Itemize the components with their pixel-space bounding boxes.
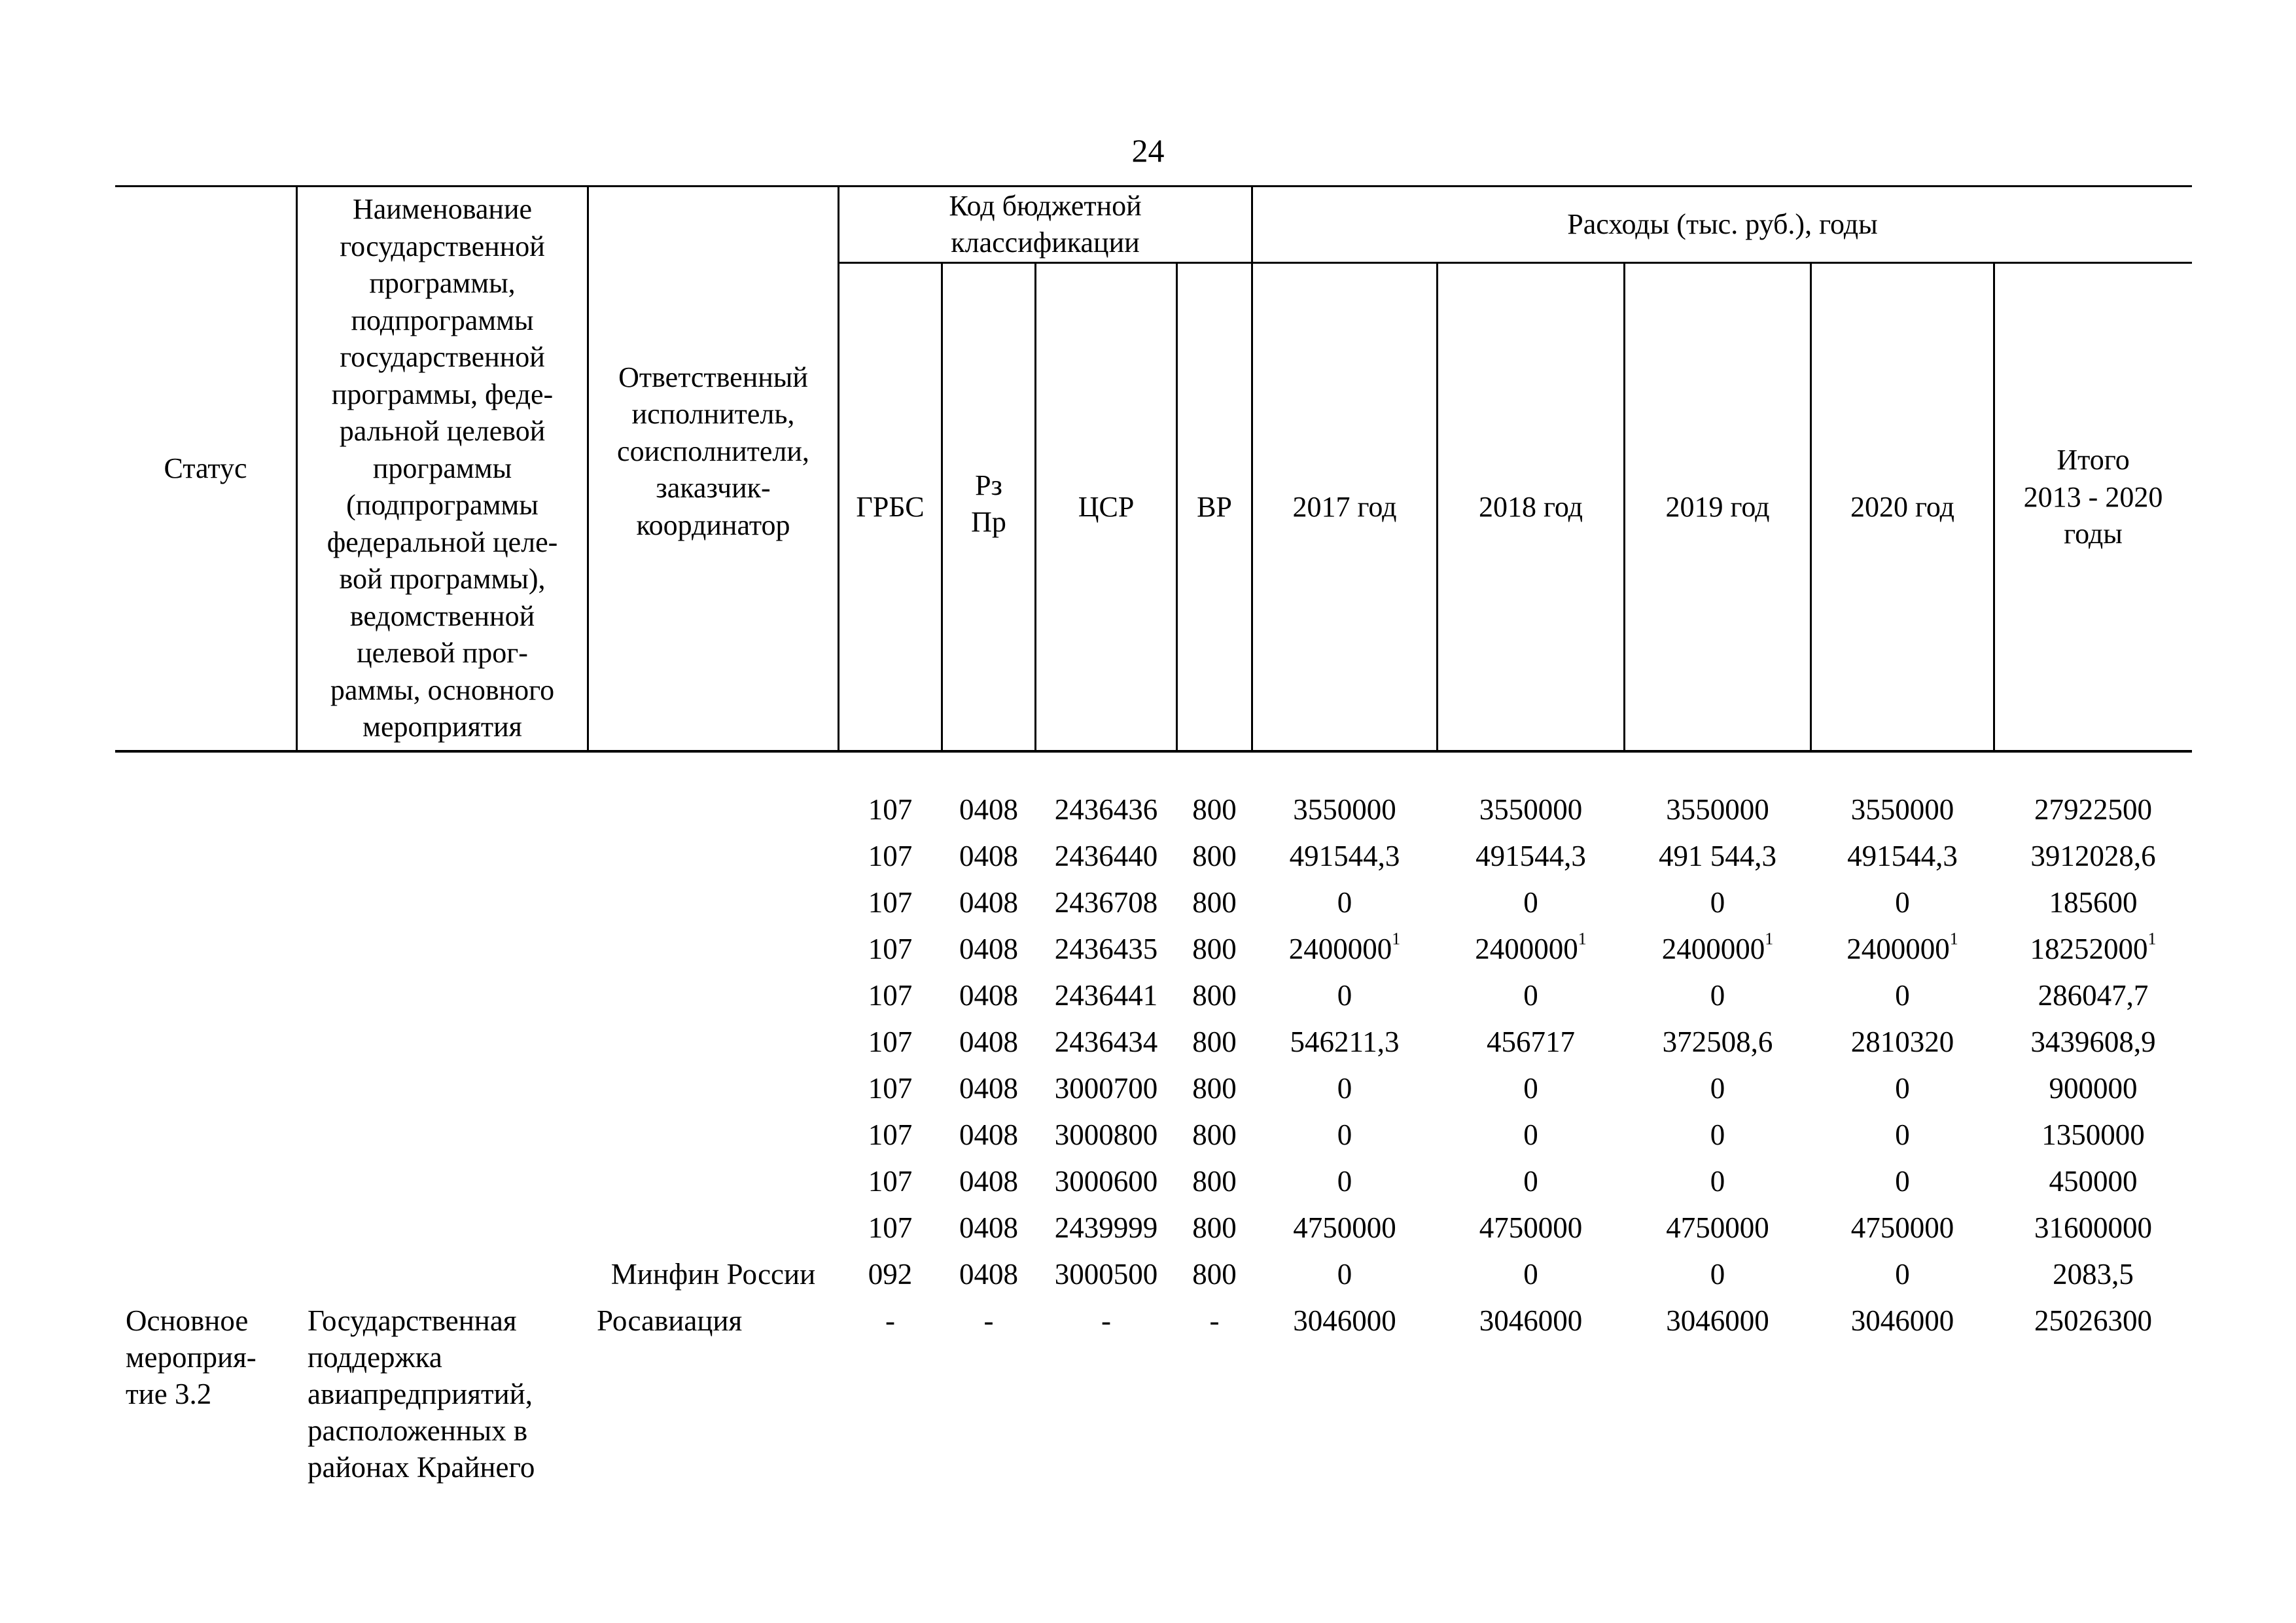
header-grbs: ГРБС <box>856 490 925 523</box>
total-cell: 286047,7 <box>2038 979 2149 1012</box>
header-2019: 2019 год <box>1665 490 1770 523</box>
header-status: Статус <box>164 452 247 484</box>
csr-cell: 2436436 <box>1054 793 1158 826</box>
y2017-cell: 2400000$^1$ <box>1288 929 1401 965</box>
grbs-cell: 107 <box>868 1026 913 1058</box>
csr-cell: 2436708 <box>1054 886 1158 919</box>
executor-cell <box>589 1112 838 1158</box>
y2018-cell: 2400000$^1$ <box>1475 929 1587 965</box>
y2017-cell: 0 <box>1337 1118 1352 1151</box>
rzpr-cell: 0408 <box>959 1258 1018 1291</box>
table-row <box>0 1112 2296 1158</box>
rzpr-cell: 0408 <box>959 840 1018 872</box>
vr-cell: 800 <box>1192 979 1237 1012</box>
table-row <box>0 880 2296 926</box>
total-cell: 27922500 <box>2034 793 2152 826</box>
y2019-cell: 491 544,3 <box>1659 840 1776 872</box>
header-2018: 2018 год <box>1478 490 1583 523</box>
header-rzpr: Рз Пр <box>971 469 1006 538</box>
y2017-cell: 0 <box>1337 886 1352 919</box>
executor-cell <box>589 1019 838 1065</box>
executor-cell <box>589 1065 838 1112</box>
executor-cell <box>589 880 838 926</box>
y2018-cell: 0 <box>1523 1118 1538 1151</box>
csr-cell: 2436434 <box>1054 1026 1158 1058</box>
vr-cell: 800 <box>1192 793 1237 826</box>
rzpr-cell: 0408 <box>959 886 1018 919</box>
header-2020: 2020 год <box>1850 490 1955 523</box>
csr-cell: 2439999 <box>1054 1211 1158 1244</box>
grbs-cell: 107 <box>868 1072 913 1105</box>
csr-cell: - <box>1101 1304 1111 1337</box>
y2020-cell: 0 <box>1895 1072 1910 1105</box>
y2018-cell: 3550000 <box>1479 793 1583 826</box>
main-event-status: Основное мероприя- тие 3.2 <box>126 1304 256 1410</box>
y2017-cell: 0 <box>1337 979 1352 1012</box>
y2020-cell: 0 <box>1895 1258 1910 1291</box>
executor-cell <box>589 833 838 880</box>
grbs-cell: 107 <box>868 979 913 1012</box>
y2018-cell: 4750000 <box>1479 1211 1583 1244</box>
y2018-cell: 0 <box>1523 979 1538 1012</box>
table-row <box>0 1065 2296 1112</box>
vr-cell: 800 <box>1192 1258 1237 1291</box>
main-event-executor: Росавиация <box>597 1304 743 1337</box>
table-row <box>0 1251 2296 1298</box>
y2019-cell: 2400000$^1$ <box>1661 929 1774 965</box>
y2017-cell: 546211,3 <box>1290 1026 1400 1058</box>
rzpr-cell: 0408 <box>959 1165 1018 1198</box>
table-row <box>0 1019 2296 1065</box>
y2018-cell: 491544,3 <box>1475 840 1586 872</box>
vr-cell: 800 <box>1192 886 1237 919</box>
executor-cell <box>589 972 838 1019</box>
table-row <box>0 1158 2296 1205</box>
footnote-mark: 1 <box>2147 929 2157 948</box>
header-total: Итого 2013 - 2020 годы <box>2023 444 2163 550</box>
grbs-cell: 107 <box>868 886 913 919</box>
table-row <box>0 1205 2296 1251</box>
csr-cell: 3000600 <box>1054 1165 1158 1198</box>
header-program-name: Наименование государственной программы, подпрограммы государственной программы, феде- ральной целевой программы (подпрограммы федеральной целе- вой программы), ведомственной целевой прог- раммы, основного мероприятия <box>327 193 558 743</box>
footnote-mark: 1 <box>1765 929 1774 948</box>
y2020-cell: 4750000 <box>1850 1211 1954 1244</box>
y2017-cell: 0 <box>1337 1072 1352 1105</box>
y2020-cell: 491544,3 <box>1847 840 1958 872</box>
main-event-name: Государственная поддержка авиапредприятий, расположенных в районах Крайнего <box>308 1304 535 1484</box>
executor-cell <box>589 1205 838 1251</box>
vr-cell: 800 <box>1192 1026 1237 1058</box>
total-cell: 2083,5 <box>2053 1258 2134 1291</box>
grbs-cell: 107 <box>868 1165 913 1198</box>
header-executor: Ответственный исполнитель, соисполнители, заказчик- координатор <box>617 361 809 541</box>
table-row <box>0 833 2296 880</box>
y2020-cell: 0 <box>1895 886 1910 919</box>
y2017-cell: 0 <box>1337 1165 1352 1198</box>
csr-cell: 2436435 <box>1054 933 1158 965</box>
executor-cell: Минфин России <box>610 1258 816 1291</box>
total-cell: 450000 <box>2049 1165 2138 1198</box>
executor-cell <box>589 926 838 972</box>
header-bottom-border <box>115 750 2192 753</box>
y2017-cell: 0 <box>1337 1258 1352 1291</box>
header-csr: ЦСР <box>1078 490 1135 523</box>
rzpr-cell: 0408 <box>959 933 1018 965</box>
total-cell: 18252000$^1$ <box>2030 929 2157 965</box>
y2019-cell: 372508,6 <box>1662 1026 1773 1058</box>
grbs-cell: 107 <box>868 933 913 965</box>
footnote-mark: 1 <box>1949 929 1958 948</box>
y2019-cell: 0 <box>1710 1118 1725 1151</box>
y2020-cell: 2810320 <box>1850 1026 1954 1058</box>
y2019-cell: 0 <box>1710 1072 1725 1105</box>
csr-cell: 3000700 <box>1054 1072 1158 1105</box>
y2017-cell: 4750000 <box>1293 1211 1396 1244</box>
y2017-cell: 3550000 <box>1293 793 1396 826</box>
rzpr-cell: 0408 <box>959 1026 1018 1058</box>
vr-cell: 800 <box>1192 1072 1237 1105</box>
header-2017: 2017 год <box>1292 490 1397 523</box>
y2020-cell: 0 <box>1895 979 1910 1012</box>
y2018-cell: 0 <box>1523 1165 1538 1198</box>
total-cell: 31600000 <box>2034 1211 2152 1244</box>
y2018-cell: 0 <box>1523 1258 1538 1291</box>
executor-cell <box>589 787 838 833</box>
y2018-cell: 3046000 <box>1479 1304 1583 1337</box>
header-subdivider <box>839 262 2192 264</box>
total-cell: 185600 <box>2049 886 2138 919</box>
rzpr-cell: - <box>983 1304 994 1337</box>
table-row <box>0 972 2296 1019</box>
csr-cell: 2436441 <box>1054 979 1158 1012</box>
header-vr: ВР <box>1197 490 1232 523</box>
y2020-cell: 0 <box>1895 1165 1910 1198</box>
vr-cell: 800 <box>1192 1118 1237 1151</box>
table-row <box>0 926 2296 972</box>
total-cell: 3439608,9 <box>2030 1026 2156 1058</box>
vr-cell: - <box>1209 1304 1220 1337</box>
rzpr-cell: 0408 <box>959 1072 1018 1105</box>
rzpr-cell: 0408 <box>959 793 1018 826</box>
total-cell: 25026300 <box>2034 1304 2152 1337</box>
csr-cell: 3000800 <box>1054 1118 1158 1151</box>
total-cell: 1350000 <box>2041 1118 2145 1151</box>
table-row <box>0 787 2296 833</box>
y2017-cell: 491544,3 <box>1289 840 1400 872</box>
y2018-cell: 0 <box>1523 886 1538 919</box>
y2019-cell: 0 <box>1710 1258 1725 1291</box>
y2018-cell: 456717 <box>1487 1026 1575 1058</box>
grbs-cell: 107 <box>868 1118 913 1151</box>
y2019-cell: 0 <box>1710 1165 1725 1198</box>
executor-cell <box>589 1158 838 1205</box>
grbs-cell: 107 <box>868 840 913 872</box>
vr-cell: 800 <box>1192 1165 1237 1198</box>
vr-cell: 800 <box>1192 840 1237 872</box>
y2018-cell: 0 <box>1523 1072 1538 1105</box>
total-cell: 900000 <box>2049 1072 2138 1105</box>
rzpr-cell: 0408 <box>959 979 1018 1012</box>
grbs-cell: - <box>885 1304 895 1337</box>
header-expenses: Расходы (тыс. руб.), годы <box>1567 207 1878 240</box>
y2017-cell: 3046000 <box>1293 1304 1396 1337</box>
csr-cell: 3000500 <box>1054 1258 1158 1291</box>
y2019-cell: 3550000 <box>1666 793 1769 826</box>
vr-cell: 800 <box>1192 1211 1237 1244</box>
total-cell: 3912028,6 <box>2030 840 2156 872</box>
grbs-cell: 092 <box>868 1258 913 1291</box>
y2019-cell: 4750000 <box>1666 1211 1769 1244</box>
footnote-mark: 1 <box>1578 929 1587 948</box>
y2019-cell: 0 <box>1710 886 1725 919</box>
y2019-cell: 0 <box>1710 979 1725 1012</box>
y2020-cell: 2400000$^1$ <box>1846 929 1958 965</box>
footnote-mark: 1 <box>1392 929 1401 948</box>
grbs-cell: 107 <box>868 1211 913 1244</box>
y2019-cell: 3046000 <box>1666 1304 1769 1337</box>
rzpr-cell: 0408 <box>959 1211 1018 1244</box>
grbs-cell: 107 <box>868 793 913 826</box>
vr-cell: 800 <box>1192 933 1237 965</box>
csr-cell: 2436440 <box>1054 840 1158 872</box>
rzpr-cell: 0408 <box>959 1118 1018 1151</box>
y2020-cell: 0 <box>1895 1118 1910 1151</box>
header-budget-code: Код бюджетной классификации <box>949 189 1142 259</box>
y2020-cell: 3550000 <box>1850 793 1954 826</box>
y2020-cell: 3046000 <box>1850 1304 1954 1337</box>
page-number: 24 <box>1131 132 1165 169</box>
